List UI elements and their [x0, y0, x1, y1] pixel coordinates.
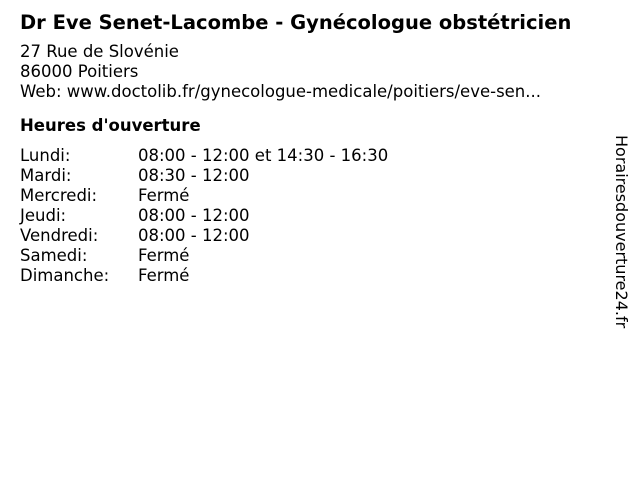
opening-hours-table	[20, 146, 388, 286]
day-label: Mardi:	[20, 166, 72, 185]
website-label: Web:	[20, 82, 62, 101]
hours-row-sunday	[20, 266, 388, 286]
hours-row-saturday	[20, 246, 388, 266]
day-label: Samedi:	[20, 246, 88, 265]
hours-row-wednesday	[20, 186, 388, 206]
day-label: Mercredi:	[20, 186, 98, 205]
day-hours: 08:00 - 12:00	[138, 206, 250, 225]
day-label: Dimanche:	[20, 266, 110, 285]
hours-row-monday	[20, 146, 388, 166]
website-link[interactable]: www.doctolib.fr/gynecologue-medicale/poitiers/eve-sen...	[66, 82, 542, 101]
hours-row-friday	[20, 226, 388, 246]
day-hours: 08:00 - 12:00 et 14:30 - 16:30	[138, 146, 389, 165]
hours-row-tuesday	[20, 166, 388, 186]
hours-row-thursday	[20, 206, 388, 226]
opening-hours-heading: Heures d'ouverture	[20, 116, 201, 135]
day-hours: 08:30 - 12:00	[138, 166, 250, 185]
day-hours: Fermé	[138, 246, 190, 265]
business-card	[20, 10, 600, 286]
address-city: 86000 Poitiers	[20, 62, 139, 81]
business-title: Dr Eve Senet-Lacombe - Gynécologue obstétricien	[20, 11, 572, 34]
day-hours: Fermé	[138, 266, 190, 285]
day-label: Jeudi:	[20, 206, 67, 225]
address-street: 27 Rue de Slovénie	[20, 42, 179, 61]
day-label: Vendredi:	[20, 226, 99, 245]
day-hours: 08:00 - 12:00	[138, 226, 250, 245]
site-watermark: Horairesdouverture24.fr	[612, 135, 631, 329]
day-label: Lundi:	[20, 146, 71, 165]
website-line	[20, 82, 600, 102]
day-hours: Fermé	[138, 186, 190, 205]
